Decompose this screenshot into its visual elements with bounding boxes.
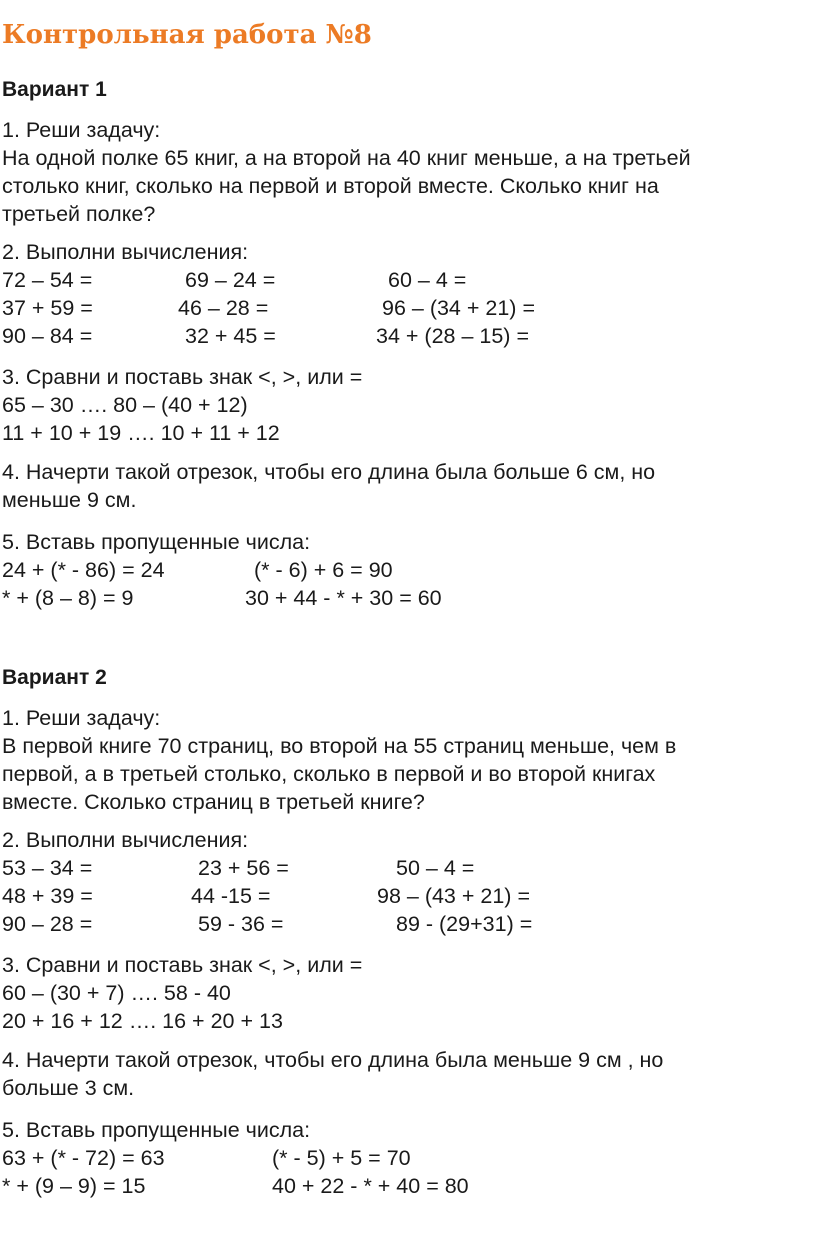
- v2-task5-equation: (* - 5) + 5 = 70: [272, 1146, 411, 1170]
- v2-task1-text-line: первой, а в третьей столько, сколько в первой и во второй книгах: [2, 762, 656, 786]
- v1-task3-line: 11 + 10 + 19 …. 10 + 11 + 12: [2, 421, 280, 445]
- variant-1-heading: Вариант 1: [2, 78, 107, 101]
- v1-task1-text-line: На одной полке 65 книг, а на второй на 40 книг меньше, а на третьей: [2, 146, 691, 170]
- v1-task4-line: меньше 9 см.: [2, 488, 137, 512]
- v2-task2-expr: 44 -15 =: [191, 884, 271, 908]
- v2-task2-expr: 89 - (29+31) =: [396, 912, 533, 936]
- v2-task2-label: 2. Выполни вычисления:: [2, 828, 249, 852]
- v1-task2-expr: 60 – 4 =: [388, 268, 467, 292]
- v1-task2-expr: 72 – 54 =: [2, 268, 93, 292]
- v1-task2-expr: 34 + (28 – 15) =: [376, 324, 529, 348]
- v2-task2-expr: 90 – 28 =: [2, 912, 93, 936]
- v1-task1-text-line: столько книг, сколько на первой и второй вместе. Сколько книг на: [2, 174, 659, 198]
- v1-task1-text-line: третьей полке?: [2, 202, 156, 226]
- v1-task2-expr: 90 – 84 =: [2, 324, 93, 348]
- variant-2-heading: Вариант 2: [2, 666, 107, 689]
- v1-task5-label: 5. Вставь пропущенные числа:: [2, 530, 311, 554]
- v1-task5-equation: 24 + (* - 86) = 24: [2, 558, 165, 582]
- v2-task1-text-line: вместе. Сколько страниц в третьей книге?: [2, 790, 425, 814]
- v2-task2-expr: 53 – 34 =: [2, 856, 93, 880]
- v1-task4-line: 4. Начерти такой отрезок, чтобы его длина была больше 6 см, но: [2, 460, 656, 484]
- v1-task2-expr: 37 + 59 =: [2, 296, 93, 320]
- v2-task2-expr: 59 - 36 =: [198, 912, 284, 936]
- v1-task5-equation: * + (8 – 8) = 9: [2, 586, 134, 610]
- v2-task4-line: 4. Начерти такой отрезок, чтобы его длина была меньше 9 см , но: [2, 1048, 664, 1072]
- v1-task2-expr: 32 + 45 =: [185, 324, 276, 348]
- v1-task2-label: 2. Выполни вычисления:: [2, 240, 249, 264]
- v2-task4-line: больше 3 см.: [2, 1076, 135, 1100]
- v2-task5-equation: * + (9 – 9) = 15: [2, 1174, 146, 1198]
- v2-task2-expr: 98 – (43 + 21) =: [377, 884, 530, 908]
- v2-task2-expr: 50 – 4 =: [396, 856, 475, 880]
- page-title: Контрольная работа №8: [2, 20, 372, 50]
- v2-task5-equation: 63 + (* - 72) = 63: [2, 1146, 165, 1170]
- v2-task1-text-line: В первой книге 70 страниц, во второй на 55 страниц меньше, чем в: [2, 734, 677, 758]
- v1-task3-line: 65 – 30 …. 80 – (40 + 12): [2, 393, 248, 417]
- v1-task1-label: 1. Реши задачу:: [2, 118, 161, 142]
- v1-task2-expr: 96 – (34 + 21) =: [382, 296, 535, 320]
- v1-task2-expr: 46 – 28 =: [178, 296, 269, 320]
- v1-task3-label: 3. Сравни и поставь знак <, >, или =: [2, 365, 363, 389]
- v2-task3-line: 20 + 16 + 12 …. 16 + 20 + 13: [2, 1009, 283, 1033]
- v2-task5-label: 5. Вставь пропущенные числа:: [2, 1118, 311, 1142]
- v2-task2-expr: 23 + 56 =: [198, 856, 289, 880]
- v1-task2-expr: 69 – 24 =: [185, 268, 276, 292]
- v2-task1-label: 1. Реши задачу:: [2, 706, 161, 730]
- v2-task3-label: 3. Сравни и поставь знак <, >, или =: [2, 953, 363, 977]
- v2-task5-equation: 40 + 22 - * + 40 = 80: [272, 1174, 469, 1198]
- v1-task5-equation: (* - 6) + 6 = 90: [254, 558, 393, 582]
- v1-task5-equation: 30 + 44 - * + 30 = 60: [245, 586, 442, 610]
- v2-task3-line: 60 – (30 + 7) …. 58 - 40: [2, 981, 231, 1005]
- v2-task2-expr: 48 + 39 =: [2, 884, 93, 908]
